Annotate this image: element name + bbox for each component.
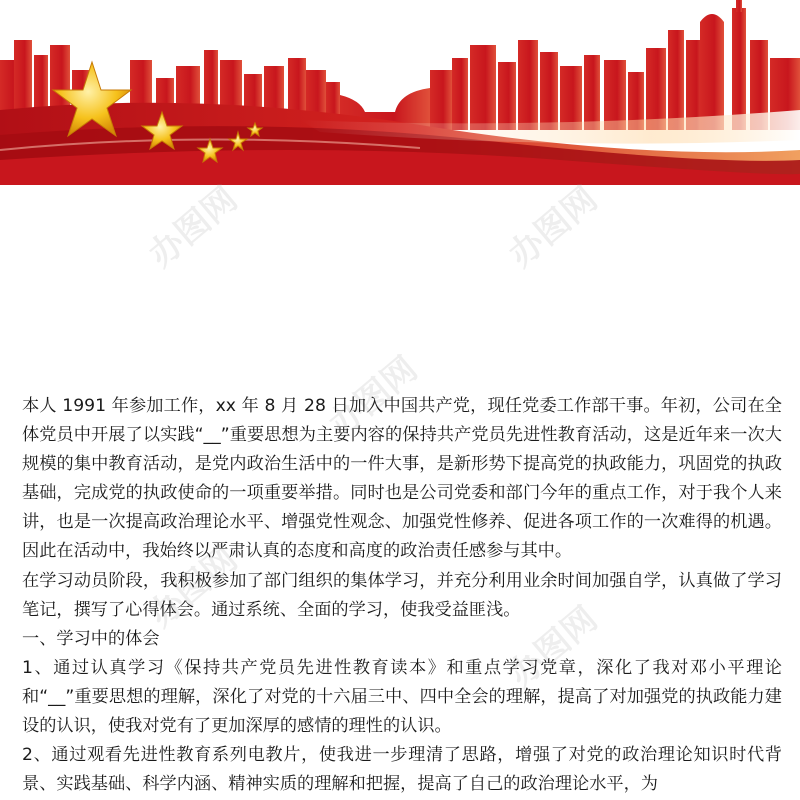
watermark: 办图网 xyxy=(321,349,426,446)
paragraph-point-2: 2、通过观看先进性教育系列电教片，使我进一步理清了思路，增强了对党的政治理论知识时代背景、实践基础、科学内涵、精神实质的理解和把握，提高了自己的政治理论水平，为 xyxy=(22,745,782,795)
skyline-banner-graphic xyxy=(0,0,800,185)
document-body xyxy=(22,392,782,799)
header-banner xyxy=(0,0,800,185)
watermark: 办图网 xyxy=(141,179,246,276)
paragraph-point-1: 1、通过认真学习《保持共产党员先进性教育读本》和重点学习党章，深化了我对邓小平理论和“__”重要思想的理解，深化了对党的十六届三中、四中全会的理解，提高了对加强党的执政能力建设的认识，使我对党有了更加深厚的感情的理性的认识。 xyxy=(22,657,782,737)
paragraph-intro: 本人 1991 年参加工作，xx 年 8 月 28 日加入中国共产党，现任党委工作部干事。年初，公司在全体党员中开展了以实践“__”重要思想为主要内容的保持共产党员先进性教育活动，这是近年来一次大规模的集中教育活动，是党内政治生活中的一件大事，是新形势下提高党的执政能力，巩固党的执政基础，完成党的执政使命的一项重要举措。同时也是公司党委和部门今年的重点工作，对于我个人来讲，也是一次提高政治理论水平、增强党性观念、加强党性修养、促进各项工作的一次难得的机遇。因此在活动中，我始终以严肃认真的态度和高度的政治责任感参与其中。 xyxy=(22,396,782,562)
watermark: 办图网 xyxy=(501,599,606,696)
watermark: 办图网 xyxy=(501,179,606,276)
watermark: 办图网 xyxy=(141,539,246,636)
paragraph-study-mobilization: 在学习动员阶段，我积极参加了部门组织的集体学习，并充分利用业余时间加强自学，认真做了学习笔记，撰写了心得体会。通过系统、全面的学习，使我受益匪浅。 xyxy=(22,570,782,620)
section-heading: 一、学习中的体会 xyxy=(22,628,160,649)
